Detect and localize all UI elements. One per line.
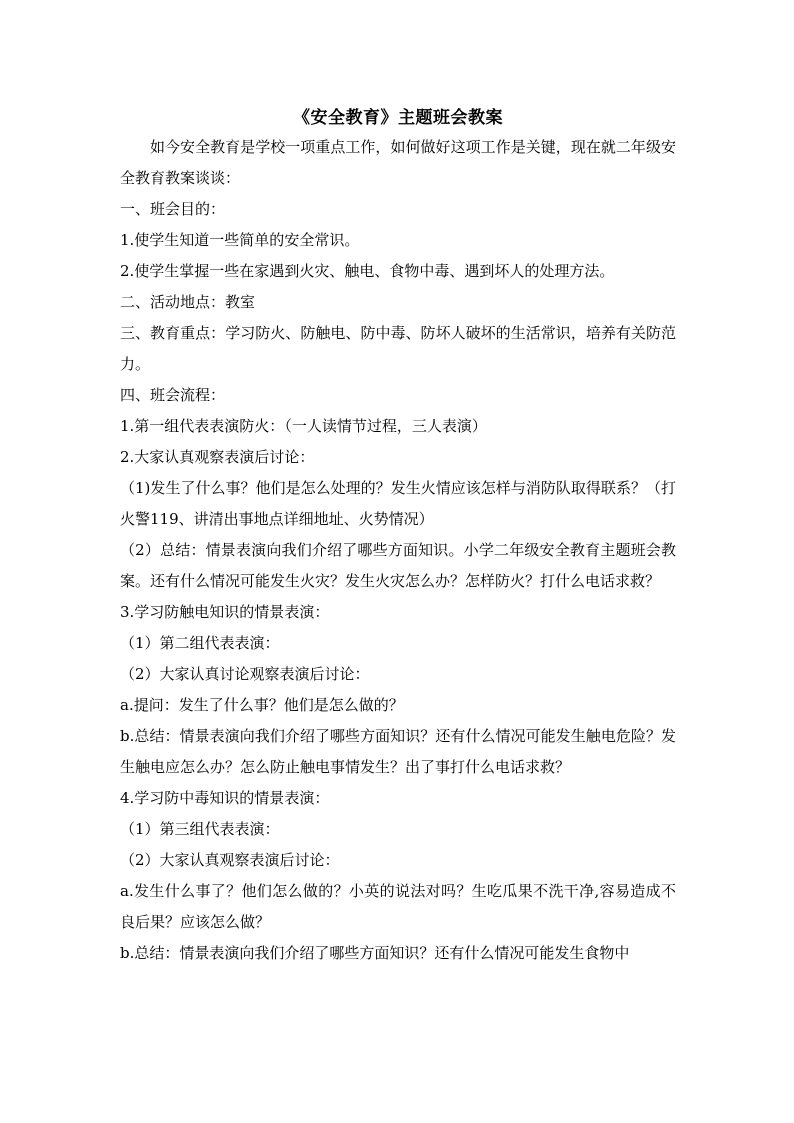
discussion-item-2: （2）总结：情景表演向我们介绍了哪些方面知识。小学二年级安全教育主题班会教案。还有什么情况可能发生火灾？发生火灾怎么办？怎样防火？打什么电话求救？ xyxy=(120,541,676,590)
electric-item-b: b.总结：情景表演向我们介绍了哪些方面知识？还有什么情况可能发生触电危险？发生触电应怎么办？怎么防止触电事情发生？出了事打什么电话求救？ xyxy=(120,727,676,776)
electric-item-2: （2）大家认真讨论观察表演后讨论： xyxy=(120,665,370,683)
section-heading-objectives: 一、班会目的： xyxy=(120,200,226,218)
objective-item-2: 2.使学生掌握一些在家遇到火灾、触电、食物中毒、遇到坏人的处理方法。 xyxy=(120,262,615,280)
electric-item-a: a.提问：发生了什么事？他们是怎么做的？ xyxy=(120,696,404,714)
electric-item-1: （1）第二组代表表演： xyxy=(120,634,280,652)
objective-item-1: 1.使学生知道一些简单的安全常识。 xyxy=(120,231,360,249)
poison-item-1: （1）第三组代表表演： xyxy=(120,820,280,838)
section-heading-location: 二、活动地点：教室 xyxy=(120,293,256,311)
section-heading-process: 四、班会流程： xyxy=(120,386,226,404)
process-item-3: 3.学习防触电知识的情景表演： xyxy=(120,603,330,621)
intro-paragraph: 如今安全教育是学校一项重点工作，如何做好这项工作是关键，现在就二年级安全教育教案谈谈： xyxy=(120,138,676,187)
discussion-item-1: （1)发生了什么事？他们是怎么处理的？发生火情应该怎样与消防队取得联系？（打火警119、讲清出事地点详细地址、火势情况） xyxy=(120,479,676,528)
poison-item-a: a.发生什么事了？他们怎么做的？小英的说法对吗？生吃瓜果不洗干净,容易造成不良后果？应该怎么做？ xyxy=(120,882,676,931)
section-heading-focus: 三、教育重点：学习防火、防触电、防中毒、防坏人破坏的生活常识，培养有关防范力。 xyxy=(120,324,676,373)
poison-item-2: （2）大家认真观察表演后讨论： xyxy=(120,851,340,869)
process-item-4: 4.学习防中毒知识的情景表演： xyxy=(120,789,330,807)
poison-item-b: b.总结：情景表演向我们介绍了哪些方面知识？还有什么情况可能发生食物中 xyxy=(120,944,630,962)
document-title: 《安全教育》主题班会教案 xyxy=(293,108,503,128)
document-body xyxy=(120,104,676,969)
process-item-2: 2.大家认真观察表演后讨论： xyxy=(120,448,315,466)
process-item-1: 1.第一组代表表演防火：（一人读情节过程，三人表演） xyxy=(120,417,487,435)
